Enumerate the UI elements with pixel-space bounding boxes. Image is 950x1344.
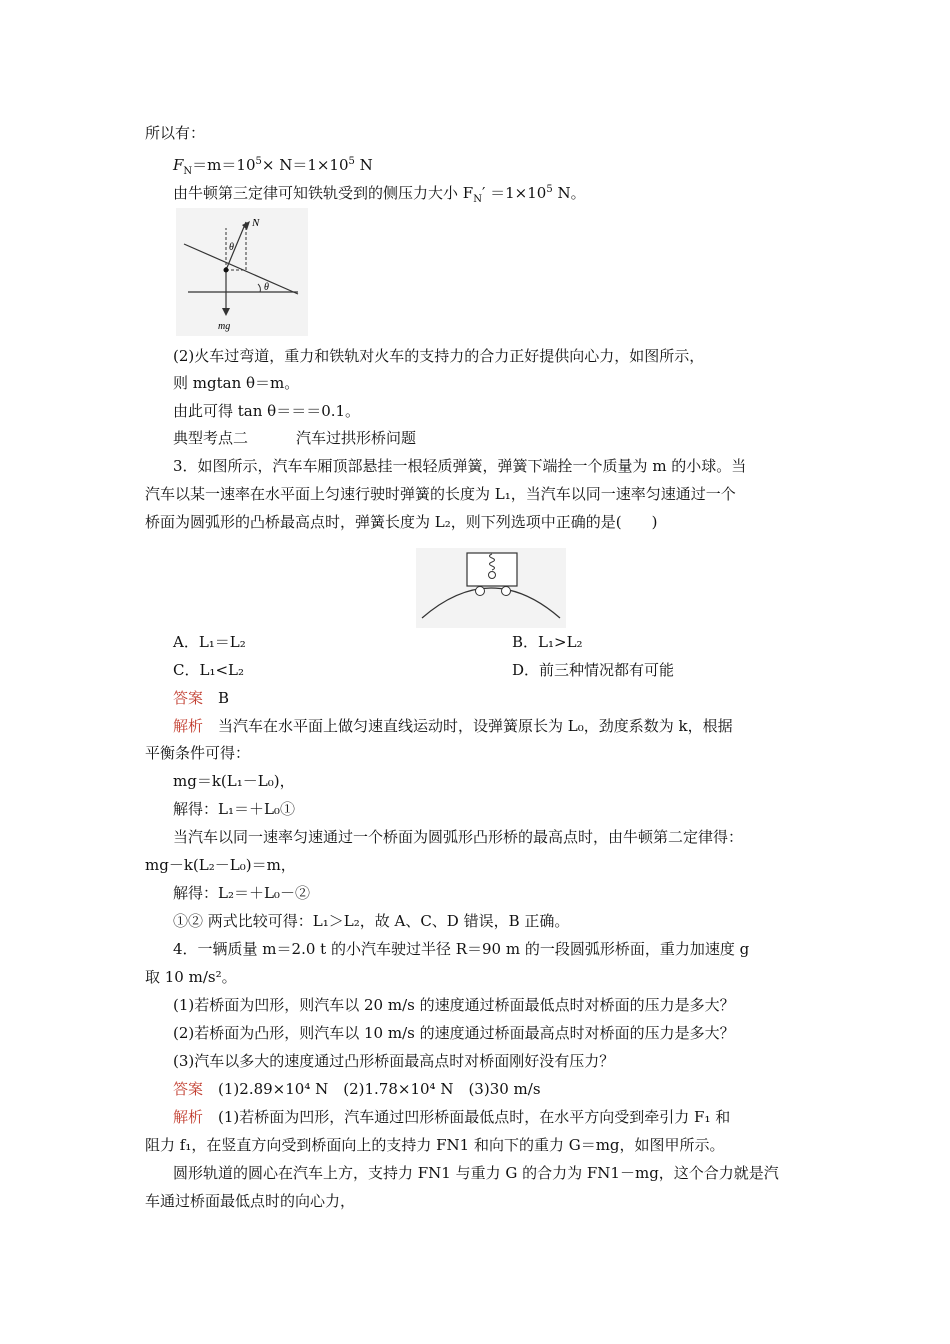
text-line: 当汽车以同一速率匀速通过一个桥面为圆弧形凸形桥的最高点时，由牛顿第二定律得： xyxy=(173,828,744,846)
text: ′ ＝1×10 xyxy=(481,184,547,202)
text: × N＝1×10 xyxy=(261,156,349,174)
question-line: 4．一辆质量 m＝2.0 t 的小汽车驶过半径 R＝90 m 的一段圆弧形桥面，重力加速度 g xyxy=(173,940,750,958)
text-line: 所以有： xyxy=(145,124,206,142)
answer-value: B xyxy=(218,689,230,707)
text-line: 平衡条件可得： xyxy=(145,744,251,762)
text: ＝m＝10 xyxy=(192,156,256,174)
equation-line: 解得：L₁＝＋L₀① xyxy=(173,800,295,818)
text-line: 则 mgtan θ＝m。 xyxy=(173,374,300,392)
option-a: A．L₁＝L₂ xyxy=(173,633,246,651)
force-diagram-figure xyxy=(176,208,308,336)
superscript: 5 xyxy=(255,156,262,167)
subscript: N xyxy=(473,194,482,205)
equation-line: mg－k(L₂－L₀)＝m， xyxy=(145,856,296,874)
contact-point xyxy=(224,268,229,273)
text-line: 3．如图所示，汽车车厢顶部悬挂一根轻质弹簧，弹簧下端拴一个质量为 m 的小球。当 xyxy=(173,457,747,475)
car-bridge-figure xyxy=(416,548,566,628)
label-theta: θ xyxy=(264,282,269,293)
answer-label: 答案 xyxy=(173,1080,204,1098)
heading-topic: 汽车过拱形桥问题 xyxy=(296,429,417,447)
question-line: (1)若桥面为凹形，则汽车以 20 m/s 的速度通过桥面最低点时对桥面的压力是多大？ xyxy=(173,996,735,1014)
option-c: C．L₁<L₂ xyxy=(173,661,244,679)
analysis-label: 解析 xyxy=(173,717,204,735)
text: 当汽车在水平面上做匀速直线运动时，设弹簧原长为 L₀，劲度系数为 k，根据 xyxy=(218,717,733,735)
text: N xyxy=(354,156,373,174)
analysis-line xyxy=(173,1107,730,1127)
wheel xyxy=(476,587,485,596)
section-heading xyxy=(173,428,416,448)
answer-line xyxy=(173,688,229,708)
text-line: (2)火车过弯道，重力和铁轨对火车的支持力的合力正好提供向心力，如图所示， xyxy=(173,347,705,365)
option-b: B．L₁>L₂ xyxy=(512,633,583,651)
equation-line: 解得：L₂＝＋L₀－② xyxy=(173,884,310,902)
option-d: D．前三种情况都有可能 xyxy=(512,661,675,679)
heading-label: 典型考点二 xyxy=(173,429,249,447)
wheel xyxy=(502,587,511,596)
label-mg: mg xyxy=(218,321,231,332)
analysis-line xyxy=(173,716,733,736)
text-line: 圆形轨道的圆心在汽车上方，支持力 FN1 与重力 G 的合力为 FN1－mg，这个合力就是汽 xyxy=(173,1164,779,1182)
text: 由牛顿第三定律可知铁轨受到的侧压力大小 F xyxy=(173,184,474,202)
text-line: ①② 两式比较可得：L₁＞L₂，故 A、C、D 错误，B 正确。 xyxy=(173,912,570,930)
text-line xyxy=(173,180,586,210)
question-line: (3)汽车以多大的速度通过凸形桥面最高点时对桥面刚好没有压力？ xyxy=(173,1052,615,1070)
question-line: (2)若桥面为凸形，则汽车以 10 m/s 的速度通过桥面最高点时对桥面的压力是多大？ xyxy=(173,1024,735,1042)
text-line: 由此可得 tan θ＝＝＝0.1。 xyxy=(173,402,361,420)
analysis-label: 解析 xyxy=(173,1108,204,1126)
text-line: 阻力 f₁，在竖直方向受到桥面向上的支持力 FN1 和向下的重力 G＝mg，如图甲所示。 xyxy=(145,1136,725,1154)
answer-value: (1)2.89×10⁴ N (2)1.78×10⁴ N (3)30 m/s xyxy=(218,1080,541,1098)
label-N: N xyxy=(252,217,260,229)
figure-background xyxy=(176,208,308,336)
symbol: F xyxy=(173,156,184,174)
ball xyxy=(489,572,496,579)
answer-label: 答案 xyxy=(173,689,204,707)
text: N。 xyxy=(552,184,586,202)
equation-line: mg＝k(L₁－L₀)， xyxy=(173,772,295,790)
equation-line xyxy=(173,152,373,182)
superscript: 5 xyxy=(546,184,553,195)
text-line: 汽车以某一速率在水平面上匀速行驶时弹簧的长度为 L₁，当汽车以同一速率匀速通过一个 xyxy=(145,485,736,503)
superscript: 5 xyxy=(348,156,355,167)
question-line: 取 10 m/s²。 xyxy=(145,968,237,986)
text: (1)若桥面为凹形，汽车通过凹形桥面最低点时，在水平方向受到牵引力 F₁ 和 xyxy=(218,1108,731,1126)
subscript: N xyxy=(183,166,193,177)
answer-line xyxy=(173,1079,541,1099)
label-theta: θ xyxy=(229,242,234,253)
text-line: 车通过桥面最低点时的向心力， xyxy=(145,1192,356,1210)
text-line: 桥面为圆弧形的凸桥最高点时，弹簧长度为 L₂，则下列选项中正确的是( ) xyxy=(145,513,658,531)
